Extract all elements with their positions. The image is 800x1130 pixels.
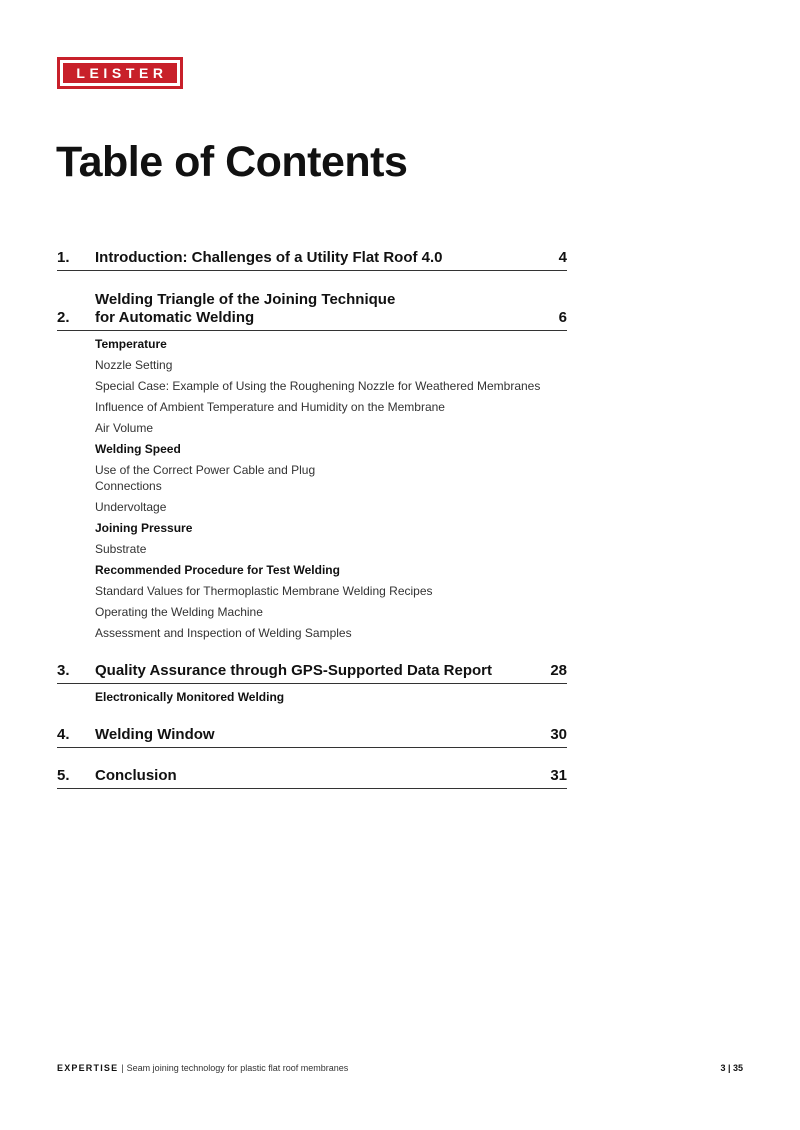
chapter-2-subsections xyxy=(95,334,567,644)
chapter-3-subsections xyxy=(95,687,567,708)
chapter-title-line: Welding Triangle of the Joining Technique xyxy=(95,291,396,308)
footer-separator: | xyxy=(121,1063,124,1073)
toc-chapter-3[interactable] xyxy=(57,662,567,684)
toc-chapter-2[interactable] xyxy=(57,291,567,331)
toc-subsection[interactable]: Assessment and Inspection of Welding Samples xyxy=(95,626,352,640)
toc-subsection[interactable]: Influence of Ambient Temperature and Humidity on the Membrane xyxy=(95,400,445,414)
chapter-number: 1. xyxy=(57,249,70,266)
chapter-title xyxy=(95,291,517,327)
chapter-title-line: for Automatic Welding xyxy=(95,309,255,326)
toc-subsection[interactable]: Undervoltage xyxy=(95,500,167,514)
chapter-number: 5. xyxy=(57,767,70,784)
page-title: Table of Contents xyxy=(56,138,408,186)
chapter-page: 28 xyxy=(550,662,567,679)
toc-chapter-5[interactable] xyxy=(57,767,567,789)
footer-brand: EXPERTISE xyxy=(57,1063,119,1073)
toc-subsection[interactable]: Temperature xyxy=(95,337,167,351)
chapter-page: 30 xyxy=(550,726,567,743)
chapter-title: Conclusion xyxy=(95,767,177,784)
toc-subsection[interactable]: Electronically Monitored Welding xyxy=(95,690,285,704)
chapter-page: 6 xyxy=(558,309,567,326)
footer-subtitle: Seam joining technology for plastic flat roof membranes xyxy=(126,1063,349,1073)
toc-chapter-4[interactable] xyxy=(57,726,567,748)
chapter-title: Introduction: Challenges of a Utility Flat Roof 4.0 xyxy=(95,249,443,266)
toc-subsection-line: Connections xyxy=(95,479,162,493)
page-number: 3 | 35 xyxy=(720,1063,743,1073)
toc-chapter-1[interactable] xyxy=(57,249,567,271)
logo-text: LEISTER xyxy=(63,63,177,83)
chapter-number: 3. xyxy=(57,662,70,679)
toc-subsection[interactable]: Operating the Welding Machine xyxy=(95,605,263,619)
toc-subsection-line: Use of the Correct Power Cable and Plug xyxy=(95,463,316,477)
chapter-page: 4 xyxy=(558,249,567,266)
toc-subsection[interactable] xyxy=(95,460,567,497)
toc-subsection[interactable]: Welding Speed xyxy=(95,442,181,456)
toc-subsection[interactable]: Standard Values for Thermoplastic Membrane Welding Recipes xyxy=(95,584,433,598)
toc-subsection[interactable]: Special Case: Example of Using the Roughening Nozzle for Weathered Membranes xyxy=(95,379,541,393)
chapter-title: Welding Window xyxy=(95,726,215,743)
chapter-page: 31 xyxy=(550,767,567,784)
chapter-title: Quality Assurance through GPS-Supported Data Report xyxy=(95,662,492,679)
toc-subsection[interactable]: Recommended Procedure for Test Welding xyxy=(95,563,340,577)
table-of-contents xyxy=(57,245,567,789)
toc-subsection[interactable]: Substrate xyxy=(95,542,147,556)
chapter-number: 4. xyxy=(57,726,70,743)
toc-subsection[interactable]: Air Volume xyxy=(95,421,154,435)
toc-subsection[interactable]: Joining Pressure xyxy=(95,521,193,535)
toc-subsection[interactable]: Nozzle Setting xyxy=(95,358,173,372)
page-footer xyxy=(57,1063,743,1073)
chapter-number: 2. xyxy=(57,309,70,326)
leister-logo xyxy=(57,57,183,89)
